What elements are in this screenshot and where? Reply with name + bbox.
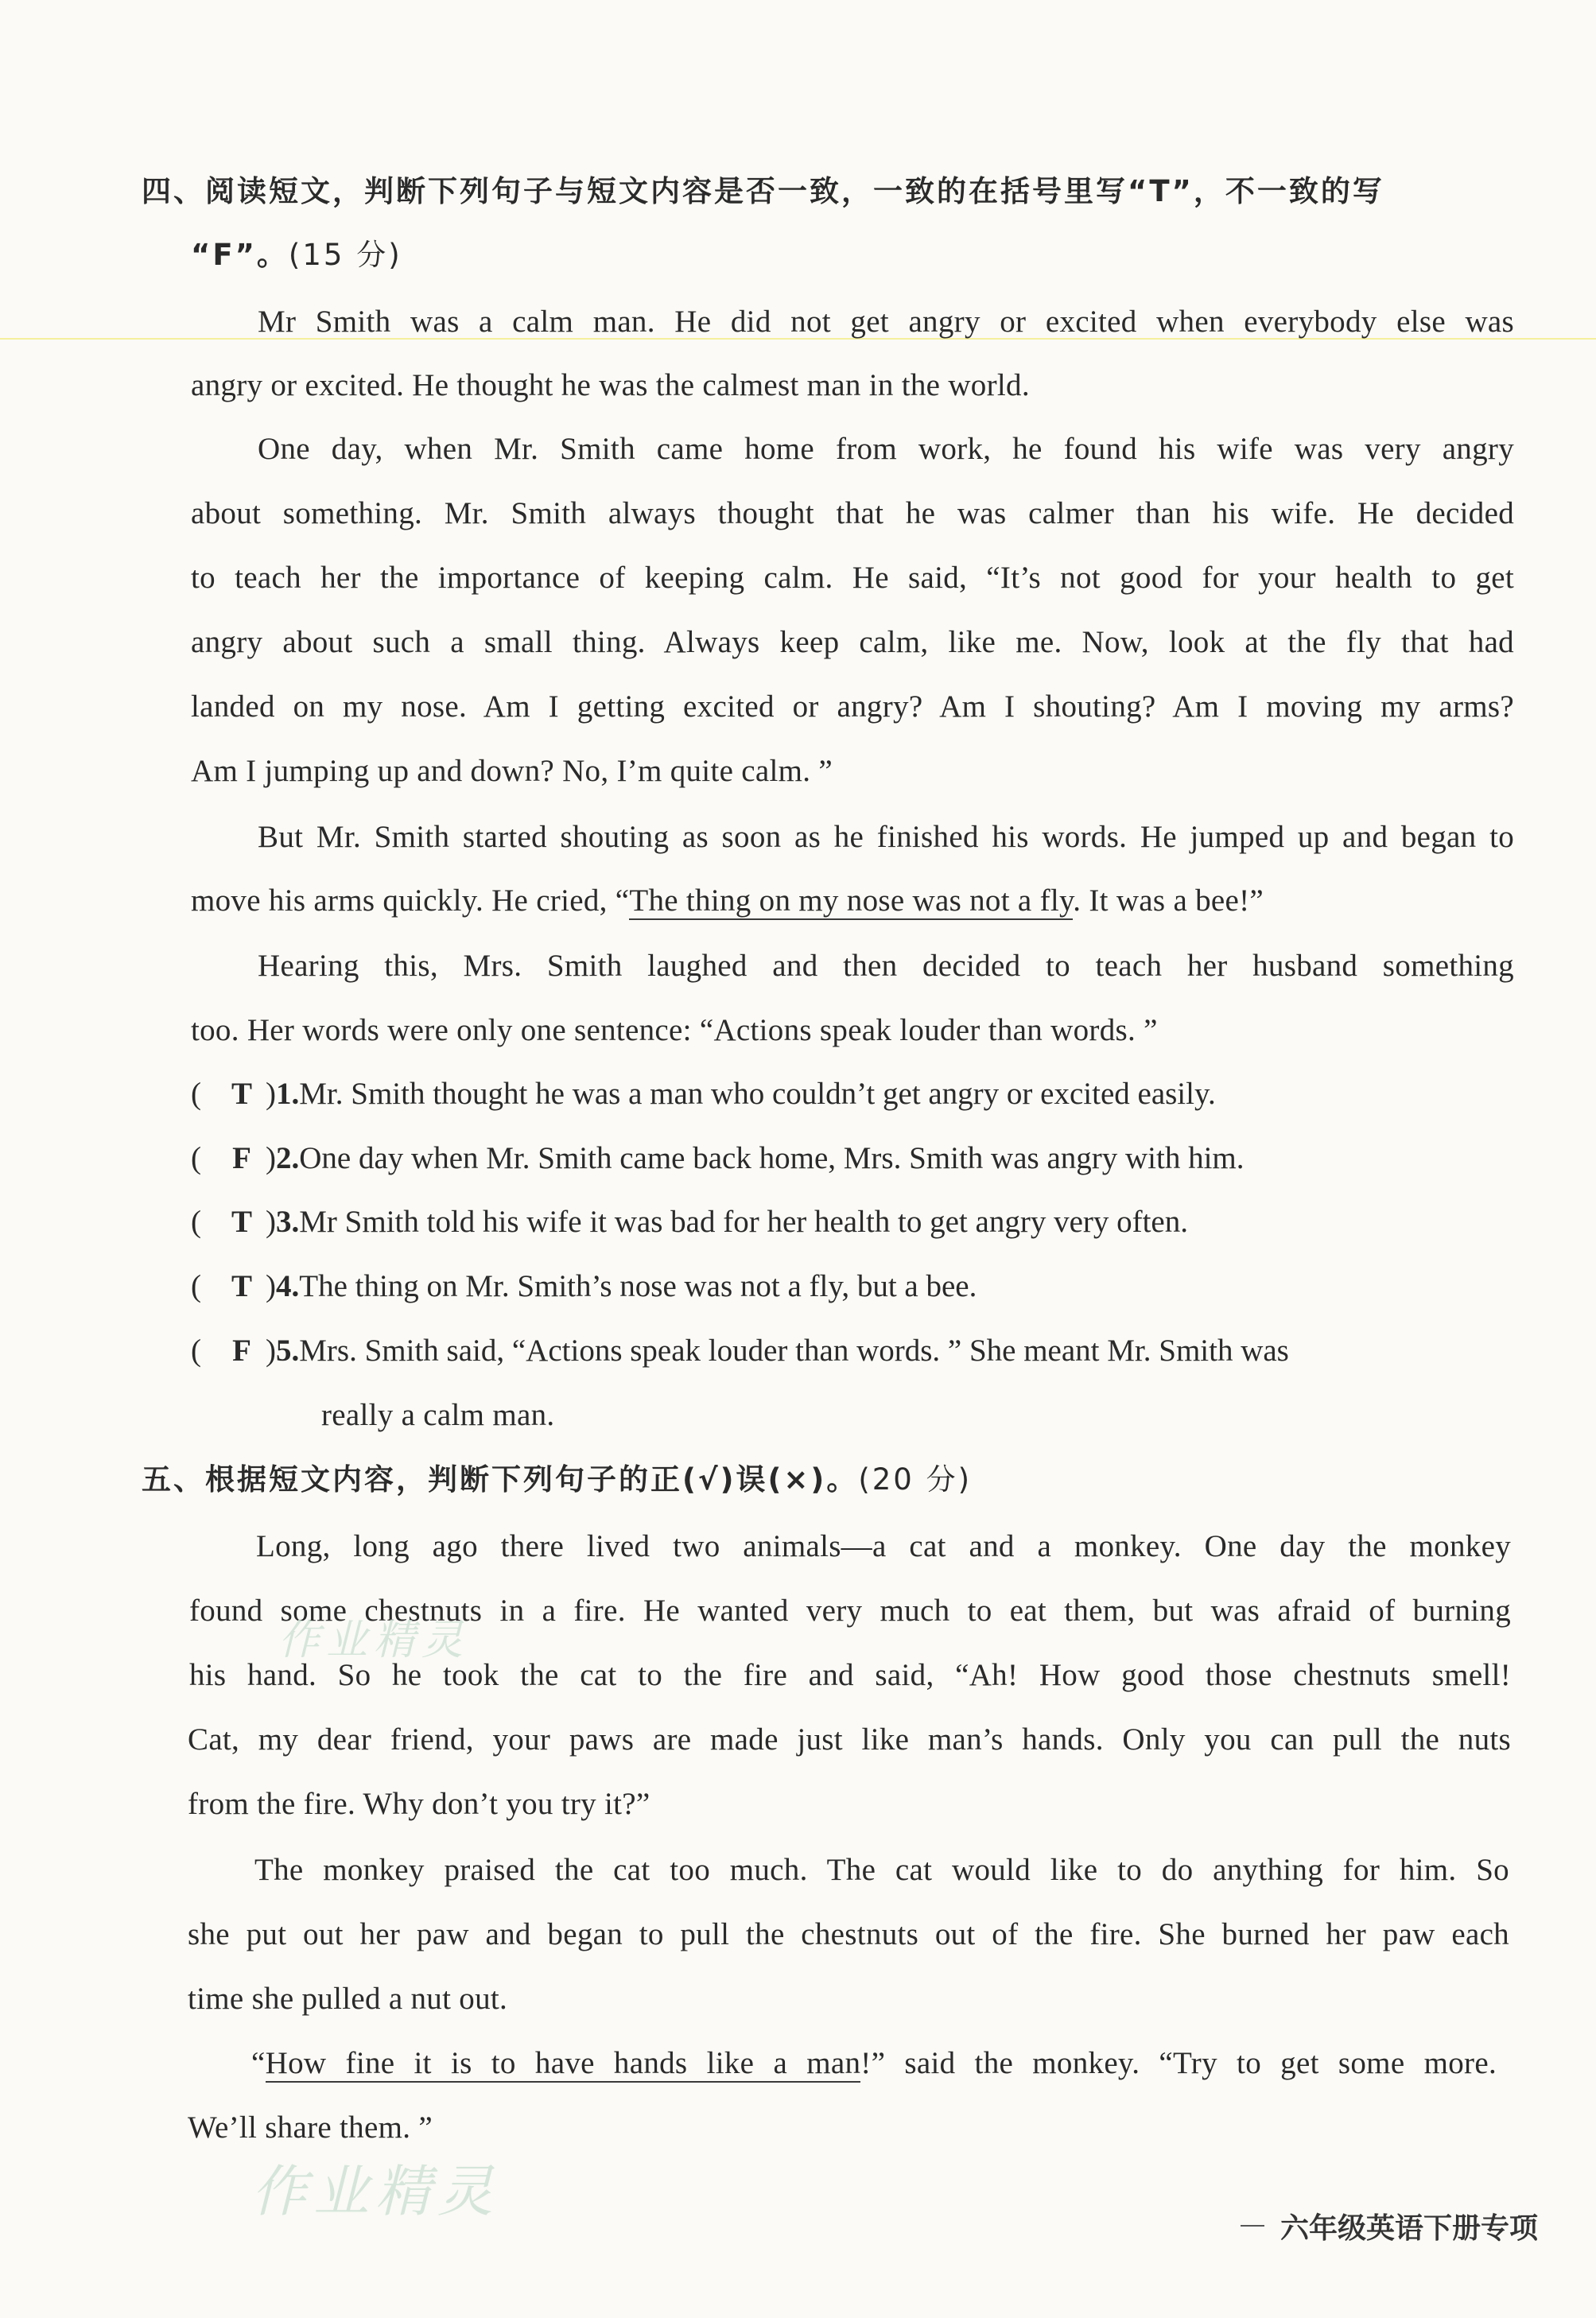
section5-score: (20 分) [858,1462,973,1497]
p2-line4: angry about such a small thing. Always keep calm, like me. Now, look at the fly that had [191,625,1514,659]
p2-line1: One day, when Mr. Smith came home from work, he found his wife was very angry [258,432,1514,466]
p4-line1: Hearing this, Mrs. Smith laughed and then decided to teach her husband something [258,949,1514,983]
answer-3: T [231,1205,252,1239]
answer-2: F [232,1141,251,1175]
s5-p1-line4: Cat, my dear friend, your paws are made just like man’s hands. Only you can pull the nuts [188,1722,1511,1757]
section4-score: (15 分) [288,238,402,272]
p2-line5: landed on my nose. Am I getting excited or angry? Am I shouting? Am I moving my arms? [191,689,1514,724]
s5-p2-line3: time she pulled a nut out. [188,1982,508,2016]
p3-line1: But Mr. Smith started shouting as soon as he finished his words. He jumped up and began to [258,820,1514,854]
question-4: ( T )4.The thing on Mr. Smith’s nose was not a fly, but a bee. [191,1269,977,1303]
s5-p1-line5: from the fire. Why don’t you try it?” [188,1787,650,1821]
s5-p3-line2: We’ll share them. ” [188,2110,433,2145]
watermark-2: 作业精灵 [251,2159,499,2224]
section4-title-line1: 四、阅读短文，判断下列句子与短文内容是否一致，一致的在括号里写“T”，不一致的写 [142,174,1384,208]
s5-p1-line2: found some chestnuts in a fire. He wanted very much to eat them, but was afraid of burning [189,1594,1511,1628]
question-2-text: One day when Mr. Smith came back home, Mrs. Smith was angry with him. [299,1141,1245,1175]
question-3: ( T )3.Mr Smith told his wife it was bad for her health to get angry very often. [191,1205,1188,1239]
p2-line2: about something. Mr. Smith always thought that he was calmer than his wife. He decided [191,496,1514,530]
section4-title-line2 [191,237,402,274]
underlined-quote-fly: The thing on my nose was not a fly [629,883,1073,920]
question-5-cont: really a calm man. [321,1398,555,1432]
section5-title: 五、根据短文内容，判断下列句子的正(√)误(×)。(20 分) [142,1462,973,1497]
s5-p3-line1: “How fine it is to have hands like a man!” said the monkey. “Try to get some more. [251,2045,1497,2082]
s5-p2-line1: The monkey praised the cat too much. The cat would like to do anything for him. So [254,1853,1509,1887]
footer-dash [1241,2225,1264,2227]
answer-1: T [231,1077,252,1111]
question-5: ( F )5.Mrs. Smith said, “Actions speak louder than words. ” She meant Mr. Smith was [191,1334,1289,1368]
watermark-1: 作业精灵 [278,1617,470,1664]
answer-5: F [232,1334,251,1368]
question-5-text: Mrs. Smith said, “Actions speak louder than words. ” She meant Mr. Smith was [299,1334,1289,1368]
p2-line3: to teach her the importance of keeping calm. He said, “It’s not good for your health to get [191,561,1514,595]
s5-p1-line1: Long, long ago there lived two animals—a cat and a monkey. One day the monkey [256,1529,1511,1563]
answer-4: T [231,1269,252,1303]
p3-line2-after: . It was a bee!” [1073,883,1264,918]
p4-line2: too. Her words were only one sentence: “Actions speak louder than words. ” [191,1013,1158,1047]
footer-label: 六年级英语下册专项 [1280,2212,1539,2245]
s5-p1-line3: his hand. So he took the cat to the fire and said, “Ah! How good those chestnuts smell! [189,1658,1511,1692]
p2-line6: Am I jumping up and down? No, I’m quite calm. ” [191,754,833,788]
question-2: ( F )2.One day when Mr. Smith came back home, Mrs. Smith was angry with him. [191,1141,1245,1175]
p1-line1: Mr Smith was a calm man. He did not get angry or excited when everybody else was [258,305,1514,339]
p1-line2: angry or excited. He thought he was the calmest man in the world. [191,368,1030,402]
question-3-text: Mr Smith told his wife it was bad for her health to get angry very often. [299,1205,1188,1239]
section4-title-f: “F”。 [191,238,289,272]
p3-line2 [191,883,1264,919]
question-1-text: Mr. Smith thought he was a man who couldn’t get angry or excited easily. [299,1077,1216,1111]
question-4-text: The thing on Mr. Smith’s nose was not a fly, but a bee. [299,1269,977,1303]
s5-p2-line2: she put out her paw and began to pull the chestnuts out of the fire. She burned her paw each [188,1917,1509,1951]
p3-line2-before: move his arms quickly. He cried, “ [191,883,630,918]
underlined-quote-man: How fine it is to have hands like a man [266,2046,861,2083]
question-1: ( T )1.Mr. Smith thought he was a man who couldn’t get angry or excited easily. [191,1077,1216,1111]
